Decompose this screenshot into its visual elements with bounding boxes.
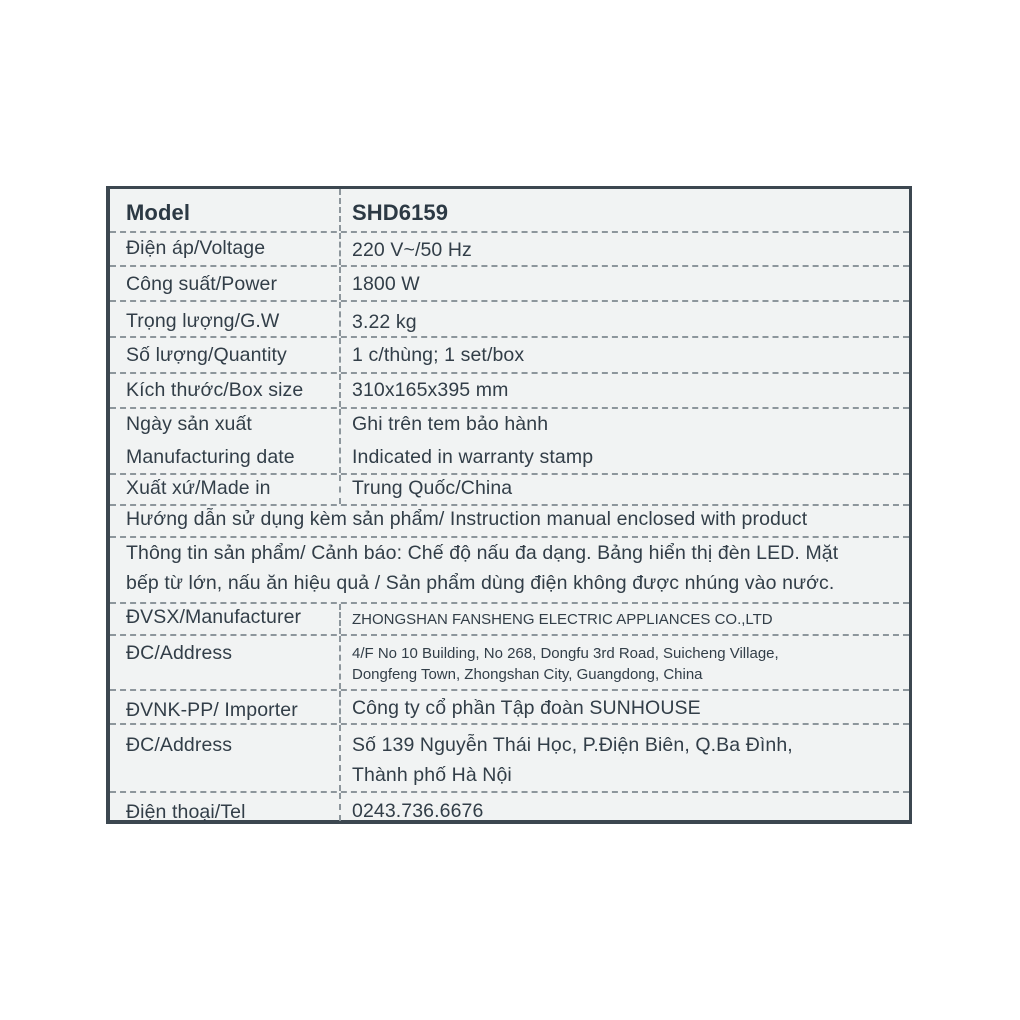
quantity-value: 1 c/thùng; 1 set/box — [352, 344, 525, 366]
manufacturing-date-value-vi: Ghi trên tem bảo hành — [352, 413, 549, 435]
column-divider — [339, 302, 341, 336]
product-info-line-1: Thông tin sản phẩm/ Cảnh báo: Chế độ nấu đa dạng. Bảng hiển thị đèn LED. Mặt — [126, 542, 839, 564]
column-divider — [339, 409, 341, 473]
spec-row-origin — [110, 475, 909, 506]
spec-label-card — [106, 186, 912, 824]
column-divider — [339, 604, 341, 634]
model-value: SHD6159 — [352, 200, 449, 225]
importer-address-label: ĐC/Address — [126, 734, 233, 756]
spec-row-manufacturer — [110, 604, 909, 636]
spec-row-manufacturing-date — [110, 409, 909, 475]
column-divider — [339, 793, 341, 821]
phone-value: 0243.736.6676 — [352, 800, 484, 822]
column-divider — [339, 725, 341, 791]
column-divider — [339, 475, 341, 504]
spec-row-weight — [110, 302, 909, 338]
spec-row-importer-address — [110, 725, 909, 793]
manufacturer-address-line-2: Dongfeng Town, Zhongshan City, Guangdong, China — [352, 666, 703, 683]
box-size-value: 310x165x395 mm — [352, 379, 509, 401]
weight-value: 3.22 kg — [352, 311, 417, 333]
manufacturing-date-label-vi: Ngày sản xuất — [126, 413, 252, 435]
column-divider — [339, 267, 341, 300]
manufacturing-date-value-en: Indicated in warranty stamp — [352, 446, 594, 468]
power-label: Công suất/Power — [126, 273, 278, 295]
manufacturer-label: ĐVSX/Manufacturer — [126, 606, 302, 628]
spec-row-model — [110, 189, 909, 233]
phone-label: Điện thoại/Tel — [126, 801, 246, 823]
origin-label: Xuất xứ/Made in — [126, 477, 271, 499]
importer-address-line-2: Thành phố Hà Nội — [352, 764, 512, 786]
quantity-label: Số lượng/Quantity — [126, 344, 287, 366]
origin-value: Trung Quốc/China — [352, 477, 513, 499]
manufacturer-value: ZHONGSHAN FANSHENG ELECTRIC APPLIANCES CO.,LTD — [352, 611, 773, 628]
column-divider — [339, 691, 341, 723]
power-value: 1800 W — [352, 273, 420, 295]
column-divider — [339, 233, 341, 265]
spec-row-instruction — [110, 506, 909, 538]
column-divider — [339, 338, 341, 372]
voltage-label: Điện áp/Voltage — [126, 237, 266, 259]
column-divider — [339, 374, 341, 407]
column-divider — [339, 636, 341, 689]
weight-label: Trọng lượng/G.W — [126, 310, 280, 332]
manufacturing-date-label-en: Manufacturing date — [126, 446, 295, 468]
spec-row-voltage — [110, 233, 909, 267]
spec-row-phone — [110, 793, 909, 821]
instruction-note: Hướng dẫn sử dụng kèm sản phẩm/ Instruction manual enclosed with product — [126, 508, 808, 530]
spec-row-manufacturer-address — [110, 636, 909, 691]
model-label: Model — [126, 200, 191, 225]
manufacturer-address-label: ĐC/Address — [126, 642, 233, 664]
product-info-line-2: bếp từ lớn, nấu ăn hiệu quả / Sản phẩm dùng điện không được nhúng vào nước. — [126, 572, 835, 594]
spec-row-box-size — [110, 374, 909, 409]
box-size-label: Kích thước/Box size — [126, 379, 304, 401]
importer-label: ĐVNK-PP/ Importer — [126, 699, 298, 721]
spec-row-product-info — [110, 538, 909, 604]
importer-value: Công ty cổ phần Tập đoàn SUNHOUSE — [352, 697, 701, 719]
spec-row-importer — [110, 691, 909, 725]
spec-row-power — [110, 267, 909, 302]
manufacturer-address-line-1: 4/F No 10 Building, No 268, Dongfu 3rd Road, Suicheng Village, — [352, 645, 779, 662]
voltage-value: 220 V~/50 Hz — [352, 239, 472, 261]
importer-address-line-1: Số 139 Nguyễn Thái Học, P.Điện Biên, Q.Ba Đình, — [352, 734, 793, 756]
column-divider — [339, 189, 341, 231]
spec-row-quantity — [110, 338, 909, 374]
